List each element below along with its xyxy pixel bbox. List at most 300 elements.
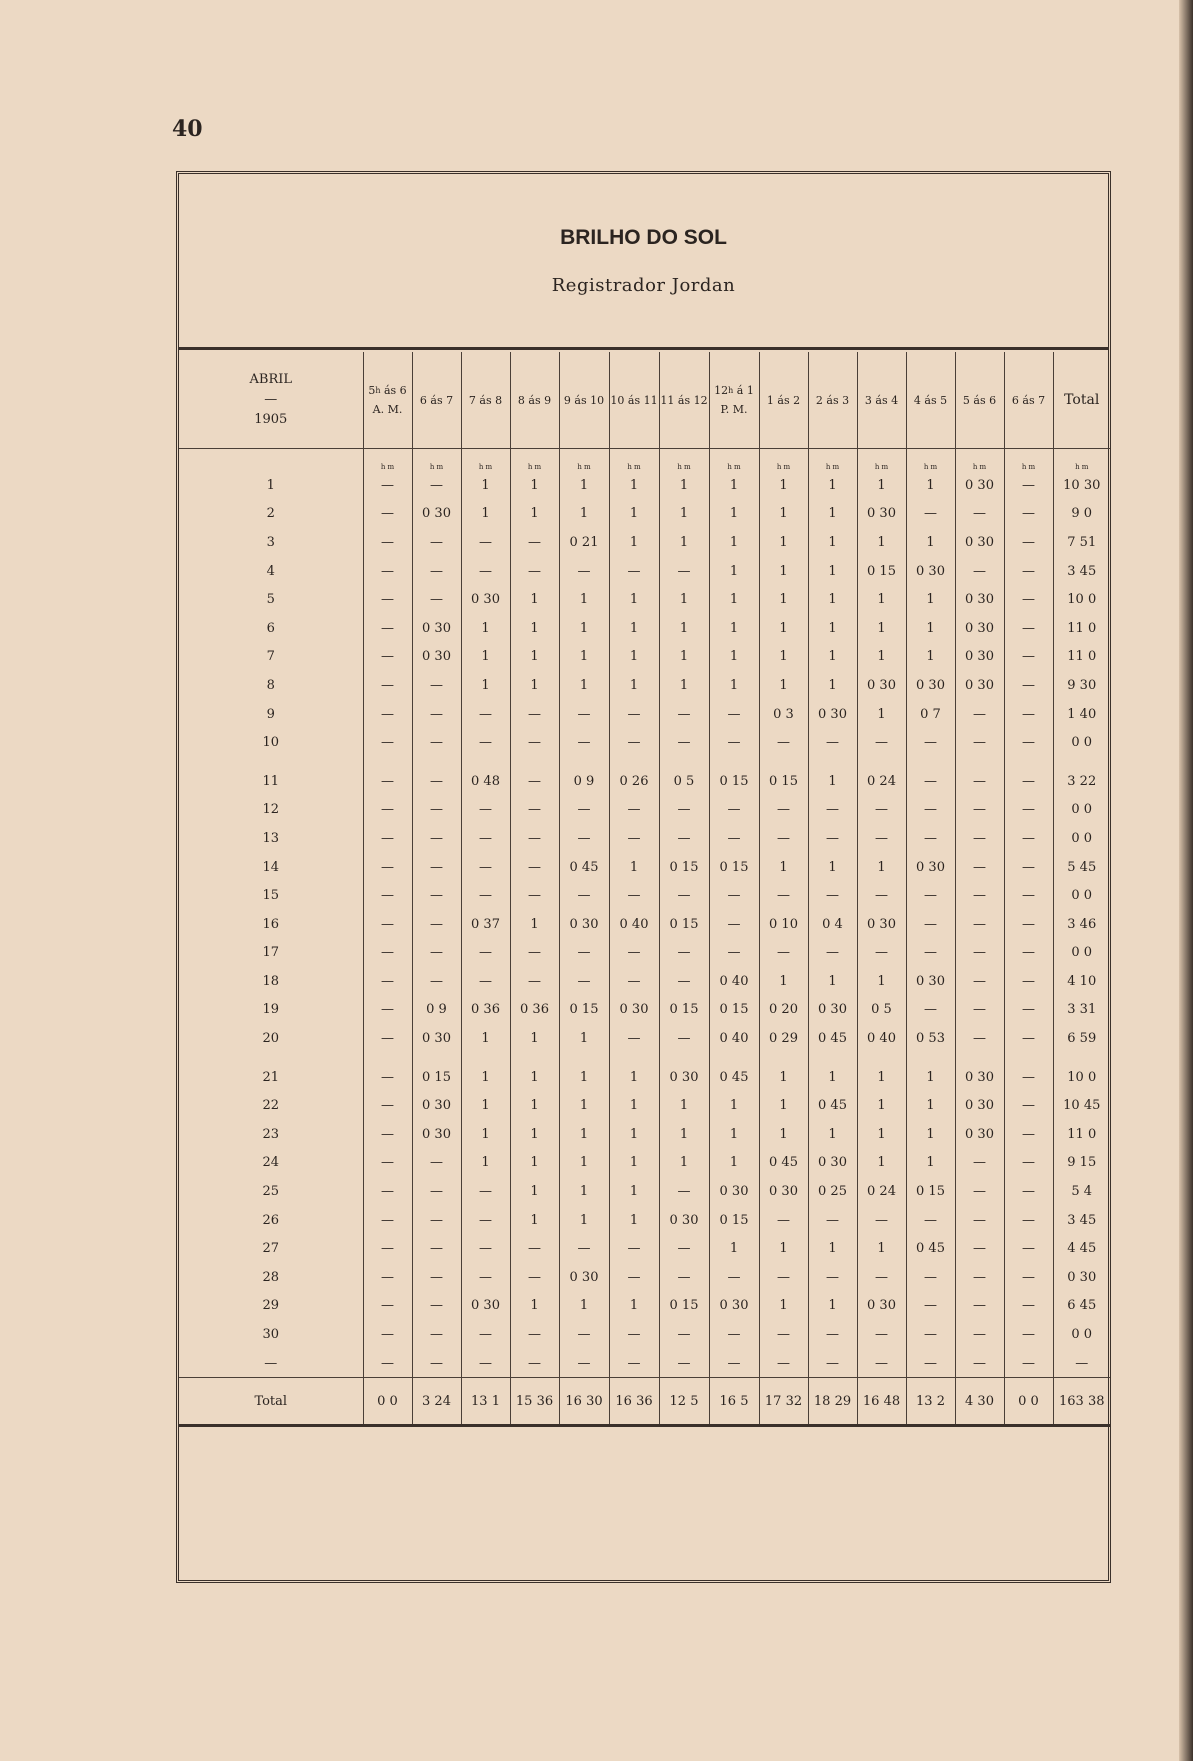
- total-value-cell: 15 36: [510, 1378, 559, 1426]
- total-value-cell: 17 32: [759, 1378, 808, 1426]
- value-cell: 0 53: [906, 1024, 955, 1053]
- total-value-cell: 16 5: [709, 1378, 759, 1426]
- col-6-7-pm: 6 ás 7: [1004, 352, 1053, 449]
- value-cell: 1: [808, 853, 857, 882]
- unit-cell: h m: [857, 449, 906, 472]
- table-row: [179, 939, 1110, 968]
- value-cell: 1: [659, 614, 709, 643]
- value-cell: 0 15: [659, 853, 709, 882]
- value-cell: 1: [759, 471, 808, 500]
- value-cell: 0 30: [955, 671, 1004, 700]
- value-cell: 1: [559, 1024, 609, 1053]
- day-cell: 3: [266, 534, 275, 550]
- day-cell: 19: [262, 1002, 280, 1018]
- value-cell: 1: [461, 643, 510, 672]
- value-cell: —: [1004, 1292, 1053, 1321]
- value-cell: 10 0: [1053, 585, 1110, 614]
- value-cell: 3 45: [1053, 557, 1110, 586]
- value-cell: 0 30: [659, 1053, 709, 1092]
- value-cell: 9 30: [1053, 671, 1110, 700]
- value-cell: 0 25: [808, 1177, 857, 1206]
- value-cell: 1: [906, 1120, 955, 1149]
- value-cell: 1: [759, 500, 808, 529]
- value-cell: 0 24: [857, 1177, 906, 1206]
- value-cell: 0 0: [1053, 824, 1110, 853]
- value-cell: 1: [709, 471, 759, 500]
- value-cell: —: [709, 1349, 759, 1378]
- value-cell: 0 24: [857, 757, 906, 796]
- value-cell: 7 51: [1053, 528, 1110, 557]
- value-cell: 0 5: [857, 996, 906, 1025]
- col-11-12: 11 ás 12: [659, 352, 709, 449]
- value-cell: —: [363, 500, 412, 529]
- day-cell: 14: [262, 859, 280, 875]
- value-cell: 0 30: [412, 1091, 461, 1120]
- value-cell: 1: [857, 1053, 906, 1092]
- value-cell: 6 59: [1053, 1024, 1110, 1053]
- value-cell: —: [510, 528, 559, 557]
- value-cell: —: [1004, 557, 1053, 586]
- value-cell: —: [1004, 824, 1053, 853]
- value-cell: —: [510, 728, 559, 757]
- day-cell: 9: [266, 706, 275, 722]
- value-cell: 1: [808, 528, 857, 557]
- value-cell: —: [609, 1320, 659, 1349]
- value-cell: 1: [759, 585, 808, 614]
- value-cell: 0 30: [559, 1263, 609, 1292]
- value-cell: 1: [510, 471, 559, 500]
- unit-cell: h m: [609, 449, 659, 472]
- value-cell: 0 30: [857, 500, 906, 529]
- value-cell: 1: [510, 643, 559, 672]
- value-cell: —: [363, 1091, 412, 1120]
- value-cell: —: [461, 1206, 510, 1235]
- value-cell: —: [363, 1292, 412, 1321]
- value-cell: —: [461, 853, 510, 882]
- value-cell: —: [1004, 728, 1053, 757]
- value-cell: 1: [559, 1120, 609, 1149]
- value-cell: —: [1004, 757, 1053, 796]
- total-value-cell: 12 5: [659, 1378, 709, 1426]
- value-cell: 4 45: [1053, 1234, 1110, 1263]
- value-cell: 0 30: [857, 671, 906, 700]
- value-cell: —: [759, 824, 808, 853]
- value-cell: —: [955, 1349, 1004, 1378]
- value-cell: —: [759, 1206, 808, 1235]
- value-cell: 1: [659, 1149, 709, 1178]
- table-row: [179, 1263, 1110, 1292]
- value-cell: 1: [510, 671, 559, 700]
- day-cell: 11: [262, 773, 280, 789]
- table-frame: [176, 171, 1111, 1583]
- value-cell: —: [510, 967, 559, 996]
- day-cell: 29: [262, 1298, 280, 1314]
- value-cell: 1: [808, 671, 857, 700]
- value-cell: 0 30: [659, 1206, 709, 1235]
- value-cell: 1: [609, 671, 659, 700]
- value-cell: 9 15: [1053, 1149, 1110, 1178]
- total-label: Total: [179, 1378, 363, 1426]
- value-cell: —: [1004, 1206, 1053, 1235]
- value-cell: 1: [759, 557, 808, 586]
- value-cell: —: [363, 910, 412, 939]
- unit-cell: h m: [1053, 449, 1110, 472]
- column-header-row: [179, 352, 1110, 449]
- table-row: [179, 1292, 1110, 1321]
- value-cell: 1: [759, 528, 808, 557]
- value-cell: 1: [906, 585, 955, 614]
- table-row: [179, 910, 1110, 939]
- value-cell: 11 0: [1053, 643, 1110, 672]
- unit-cell: h m: [709, 449, 759, 472]
- col-8-9: 8 ás 9: [510, 352, 559, 449]
- unit-cell: h m: [759, 449, 808, 472]
- day-cell: 16: [262, 916, 280, 932]
- value-cell: 1: [559, 1292, 609, 1321]
- day-cell: 20: [262, 1031, 280, 1047]
- value-cell: 1: [808, 967, 857, 996]
- value-cell: —: [1004, 1053, 1053, 1092]
- value-cell: 0 30: [808, 996, 857, 1025]
- unit-cell: h m: [808, 449, 857, 472]
- total-value-cell: 18 29: [808, 1378, 857, 1426]
- value-cell: —: [363, 1206, 412, 1235]
- value-cell: —: [1004, 1177, 1053, 1206]
- value-cell: —: [412, 1349, 461, 1378]
- value-cell: —: [808, 824, 857, 853]
- value-cell: 0 30: [808, 700, 857, 729]
- value-cell: —: [461, 1263, 510, 1292]
- value-cell: —: [955, 967, 1004, 996]
- value-cell: —: [412, 853, 461, 882]
- value-cell: —: [808, 728, 857, 757]
- value-cell: —: [906, 500, 955, 529]
- value-cell: 0 15: [659, 910, 709, 939]
- unit-cell: h m: [412, 449, 461, 472]
- unit-cell: h m: [461, 449, 510, 472]
- table-row: [179, 1091, 1110, 1120]
- value-cell: 3 22: [1053, 757, 1110, 796]
- value-cell: —: [363, 967, 412, 996]
- value-cell: —: [461, 557, 510, 586]
- value-cell: —: [363, 796, 412, 825]
- value-cell: 0 15: [559, 996, 609, 1025]
- col-2-3: 2 ás 3: [808, 352, 857, 449]
- value-cell: —: [412, 471, 461, 500]
- value-cell: —: [857, 881, 906, 910]
- total-value-cell: 13 2: [906, 1378, 955, 1426]
- value-cell: —: [609, 728, 659, 757]
- value-cell: 0 30: [955, 1091, 1004, 1120]
- value-cell: —: [412, 796, 461, 825]
- total-value-cell: 16 48: [857, 1378, 906, 1426]
- value-cell: 0 36: [461, 996, 510, 1025]
- table-row: [179, 1206, 1110, 1235]
- value-cell: —: [955, 1024, 1004, 1053]
- month-header: [179, 352, 363, 449]
- value-cell: —: [1004, 1263, 1053, 1292]
- value-cell: —: [609, 824, 659, 853]
- value-cell: 0 30: [709, 1292, 759, 1321]
- value-cell: —: [808, 1320, 857, 1349]
- value-cell: —: [906, 1349, 955, 1378]
- value-cell: —: [609, 1349, 659, 1378]
- table-row: [179, 643, 1110, 672]
- value-cell: —: [559, 967, 609, 996]
- value-cell: —: [412, 1149, 461, 1178]
- value-cell: 0 30: [1053, 1263, 1110, 1292]
- value-cell: 0 20: [759, 996, 808, 1025]
- value-cell: —: [363, 939, 412, 968]
- value-cell: 0 30: [857, 1292, 906, 1321]
- value-cell: —: [1004, 671, 1053, 700]
- value-cell: 3 45: [1053, 1206, 1110, 1235]
- total-value-cell: 4 30: [955, 1378, 1004, 1426]
- value-cell: —: [363, 643, 412, 672]
- value-cell: —: [709, 1263, 759, 1292]
- value-cell: 1: [709, 614, 759, 643]
- value-cell: 1: [808, 471, 857, 500]
- value-cell: —: [609, 967, 659, 996]
- value-cell: —: [659, 796, 709, 825]
- value-cell: 0 30: [955, 1053, 1004, 1092]
- value-cell: —: [906, 939, 955, 968]
- value-cell: 0 3: [759, 700, 808, 729]
- value-cell: 1: [709, 1120, 759, 1149]
- value-cell: —: [510, 853, 559, 882]
- value-cell: —: [363, 1263, 412, 1292]
- day-cell: 12: [262, 802, 280, 818]
- value-cell: 0 21: [559, 528, 609, 557]
- value-cell: 1: [906, 1053, 955, 1092]
- day-cell: 1: [266, 477, 275, 493]
- value-cell: —: [412, 824, 461, 853]
- value-cell: 1: [808, 757, 857, 796]
- value-cell: 1: [461, 1053, 510, 1092]
- value-cell: —: [955, 1177, 1004, 1206]
- table-row: [179, 1234, 1110, 1263]
- value-cell: —: [559, 1234, 609, 1263]
- value-cell: —: [709, 824, 759, 853]
- value-cell: —: [412, 1292, 461, 1321]
- col-5-6-pm: 5 ás 6: [955, 352, 1004, 449]
- day-cell: 26: [262, 1212, 280, 1228]
- value-cell: 0 40: [709, 1024, 759, 1053]
- value-cell: 1: [906, 471, 955, 500]
- value-cell: 1: [857, 1234, 906, 1263]
- value-cell: —: [906, 757, 955, 796]
- value-cell: 1: [659, 500, 709, 529]
- value-cell: 1: [709, 671, 759, 700]
- value-cell: —: [461, 796, 510, 825]
- value-cell: —: [906, 996, 955, 1025]
- day-cell: 5: [266, 592, 275, 608]
- value-cell: 1: [510, 1120, 559, 1149]
- day-cell: 18: [262, 973, 280, 989]
- value-cell: —: [363, 824, 412, 853]
- value-cell: —: [363, 881, 412, 910]
- value-cell: 5 45: [1053, 853, 1110, 882]
- value-cell: —: [461, 1177, 510, 1206]
- value-cell: 3 46: [1053, 910, 1110, 939]
- table-header-box: [179, 174, 1108, 350]
- value-cell: 1: [759, 671, 808, 700]
- value-cell: 0 9: [559, 757, 609, 796]
- value-cell: 1: [609, 1091, 659, 1120]
- value-cell: 0 45: [906, 1234, 955, 1263]
- day-cell: 28: [262, 1269, 280, 1285]
- value-cell: —: [510, 881, 559, 910]
- value-cell: 1: [759, 643, 808, 672]
- value-cell: 1: [559, 1177, 609, 1206]
- value-cell: 1: [609, 614, 659, 643]
- col-10-11: 10 ás 11: [609, 352, 659, 449]
- value-cell: —: [1004, 643, 1053, 672]
- value-cell: —: [609, 796, 659, 825]
- value-cell: 0 30: [906, 967, 955, 996]
- page-edge: [1179, 0, 1193, 1761]
- day-cell: 23: [262, 1126, 280, 1142]
- value-cell: 0 30: [759, 1177, 808, 1206]
- value-cell: 0 30: [857, 910, 906, 939]
- value-cell: —: [609, 939, 659, 968]
- value-cell: 1: [461, 500, 510, 529]
- value-cell: 1: [709, 1149, 759, 1178]
- value-cell: —: [759, 1263, 808, 1292]
- value-cell: —: [906, 1206, 955, 1235]
- value-cell: —: [857, 939, 906, 968]
- table-row: [179, 1120, 1110, 1149]
- value-cell: 1: [857, 471, 906, 500]
- value-cell: 1: [759, 1234, 808, 1263]
- year-label: 1905: [254, 412, 288, 427]
- value-cell: —: [412, 1263, 461, 1292]
- value-cell: —: [709, 881, 759, 910]
- value-cell: 6 45: [1053, 1292, 1110, 1321]
- table-row: [179, 528, 1110, 557]
- value-cell: 1: [510, 1149, 559, 1178]
- value-cell: —: [559, 1349, 609, 1378]
- value-cell: 1: [461, 614, 510, 643]
- value-cell: —: [363, 557, 412, 586]
- value-cell: —: [461, 881, 510, 910]
- table-row: [179, 1177, 1110, 1206]
- day-cell: 27: [262, 1241, 280, 1257]
- value-cell: 1: [659, 643, 709, 672]
- value-cell: —: [363, 1024, 412, 1053]
- day-cell: 25: [262, 1184, 280, 1200]
- day-cell: 17: [262, 945, 280, 961]
- table-row: [179, 881, 1110, 910]
- value-cell: —: [609, 700, 659, 729]
- value-cell: 1: [659, 585, 709, 614]
- unit-cell: h m: [659, 449, 709, 472]
- value-cell: 1: [510, 1053, 559, 1092]
- value-cell: —: [1004, 853, 1053, 882]
- total-value-cell: 163 38: [1053, 1378, 1110, 1426]
- value-cell: 0 15: [759, 757, 808, 796]
- value-cell: 1: [461, 1024, 510, 1053]
- value-cell: 0 29: [759, 1024, 808, 1053]
- value-cell: 1: [808, 643, 857, 672]
- day-cell: 24: [262, 1155, 280, 1171]
- value-cell: 1: [609, 1177, 659, 1206]
- value-cell: —: [659, 1024, 709, 1053]
- value-cell: 0 30: [906, 853, 955, 882]
- table-row: [179, 728, 1110, 757]
- value-cell: —: [412, 528, 461, 557]
- value-cell: 1: [906, 643, 955, 672]
- value-cell: 1: [709, 1091, 759, 1120]
- value-cell: 0 45: [808, 1091, 857, 1120]
- value-cell: —: [363, 1234, 412, 1263]
- value-cell: —: [363, 1120, 412, 1149]
- value-cell: 1: [906, 1149, 955, 1178]
- value-cell: 1: [808, 614, 857, 643]
- col-total: Total: [1053, 352, 1110, 449]
- col-4-5: 4 ás 5: [906, 352, 955, 449]
- value-cell: 1: [808, 557, 857, 586]
- value-cell: —: [1004, 881, 1053, 910]
- value-cell: 1: [759, 1292, 808, 1321]
- value-cell: 1: [510, 585, 559, 614]
- value-cell: 1: [559, 471, 609, 500]
- value-cell: 0 45: [709, 1053, 759, 1092]
- value-cell: —: [363, 1149, 412, 1178]
- value-cell: —: [363, 1320, 412, 1349]
- value-cell: —: [363, 1053, 412, 1092]
- unit-cell: h m: [510, 449, 559, 472]
- value-cell: —: [955, 1263, 1004, 1292]
- day-cell: 30: [262, 1327, 280, 1343]
- value-cell: —: [906, 728, 955, 757]
- value-cell: —: [955, 700, 1004, 729]
- value-cell: 1: [709, 643, 759, 672]
- value-cell: 1: [559, 500, 609, 529]
- table-row: [179, 671, 1110, 700]
- day-cell: 2: [266, 506, 275, 522]
- value-cell: —: [906, 1292, 955, 1321]
- value-cell: 10 45: [1053, 1091, 1110, 1120]
- value-cell: 1: [709, 528, 759, 557]
- value-cell: —: [510, 1234, 559, 1263]
- value-cell: 1: [808, 1120, 857, 1149]
- value-cell: —: [857, 1349, 906, 1378]
- value-cell: 0 37: [461, 910, 510, 939]
- total-value-cell: 16 30: [559, 1378, 609, 1426]
- value-cell: —: [1004, 1320, 1053, 1349]
- day-cell: 8: [266, 677, 275, 693]
- value-cell: 0 30: [955, 1120, 1004, 1149]
- value-cell: —: [412, 881, 461, 910]
- value-cell: 1: [709, 500, 759, 529]
- value-cell: 3 31: [1053, 996, 1110, 1025]
- value-cell: 1: [857, 1091, 906, 1120]
- empty-footer-area: [179, 1462, 1108, 1580]
- value-cell: 1: [906, 1091, 955, 1120]
- value-cell: —: [709, 1320, 759, 1349]
- value-cell: —: [759, 881, 808, 910]
- value-cell: 1: [759, 1091, 808, 1120]
- value-cell: 1: [857, 528, 906, 557]
- col-6-7: 6 ás 7: [412, 352, 461, 449]
- value-cell: 1: [857, 853, 906, 882]
- value-cell: 0 0: [1053, 728, 1110, 757]
- value-cell: 0 40: [609, 910, 659, 939]
- value-cell: —: [1004, 471, 1053, 500]
- table-row: [179, 500, 1110, 529]
- value-cell: —: [1004, 1120, 1053, 1149]
